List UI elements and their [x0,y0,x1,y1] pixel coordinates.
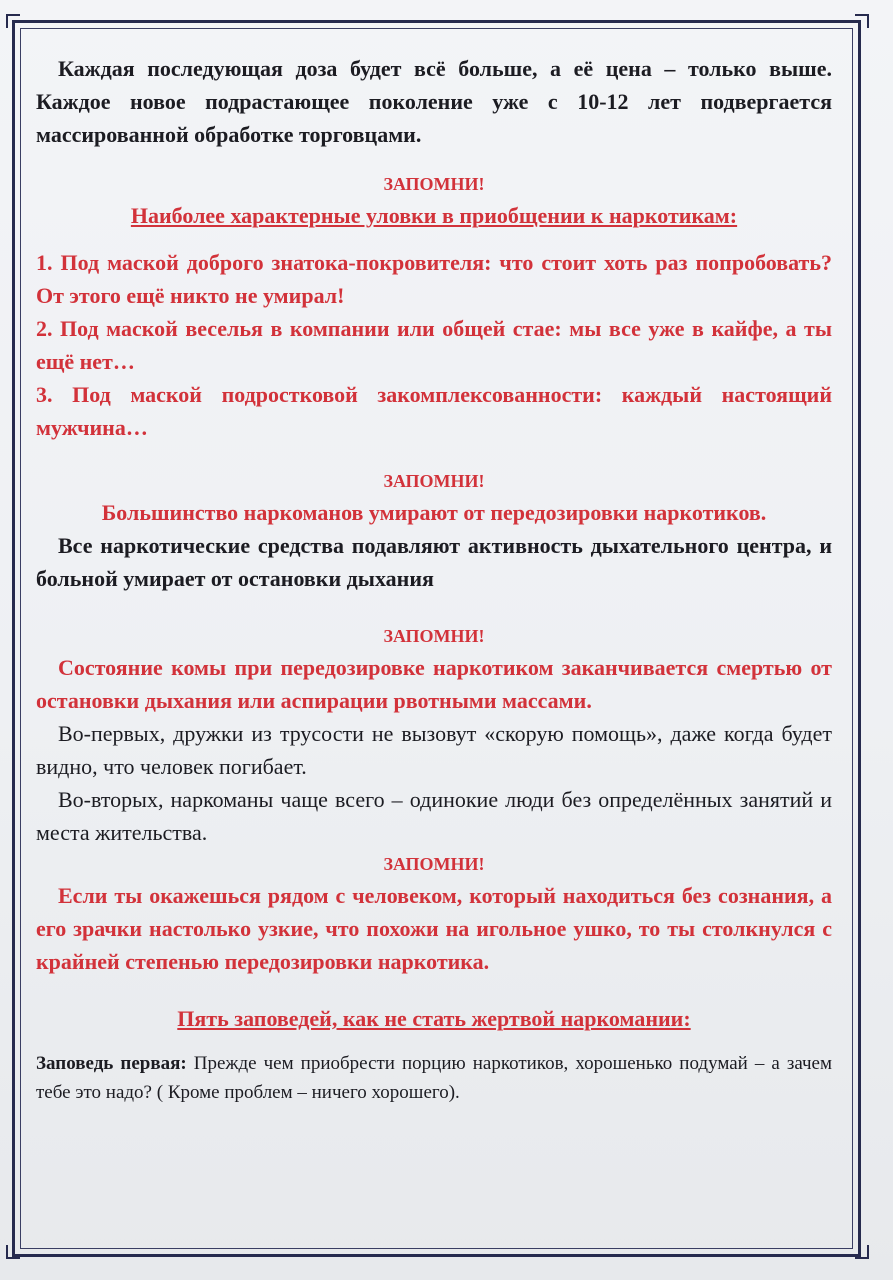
coma-text-second: Во-вторых, наркоманы чаще всего – одинокие люди без определённых занятий и места жительства. [36,787,832,845]
coma-heading: Состояние комы при передозировке наркотиком заканчивается смертью от остановки дыхания или аспирации рвотными массами. [36,655,832,713]
trick-item: 1. Под маской доброго знатока-покровителя: что стоит хоть раз попробовать? От этого ещё никто не умирал! [36,250,832,308]
frame-corner-ornament [855,14,869,28]
frame-corner-ornament [6,1245,20,1259]
document-body [36,52,832,1107]
coma-text-first: Во-первых, дружки из трусости не вызовут «скорую помощь», даже когда будет видно, что человек погибает. [36,721,832,779]
remember-heading: ЗАПОМНИ! [383,626,485,646]
intro-paragraph: Каждая последующая доза будет всё больше, а её цена – только выше. Каждое новое подрастающее поколение уже с 10-12 лет подвергается массированной обработке торговцами. [36,56,832,147]
commandments-heading: Пять заповедей, как не стать жертвой наркомании: [177,1006,691,1031]
remember-heading: ЗАПОМНИ! [383,854,485,874]
trick-item: 2. Под маской веселья в компании или общей стае: мы все уже в кайфе, а ты ещё нет… [36,316,832,374]
overdose-text: Все наркотические средства подавляют активность дыхательного центра, и больной умирает от остановки дыхания [36,533,832,591]
commandment-text: Прежде чем приобрести порцию наркотиков, хорошенько подумай – а зачем тебе это надо? ( Кроме проблем – ничего хорошего). [36,1053,833,1103]
commandment-label: Заповедь первая: [36,1053,187,1074]
pupils-warning: Если ты окажешься рядом с человеком, который находиться без сознания, а его зрачки настолько узкие, что похожи на игольное ушко, то ты столкнулся с крайней степенью передозировки наркотика. [36,883,832,974]
remember-heading: ЗАПОМНИ! [383,471,485,491]
frame-corner-ornament [6,14,20,28]
remember-heading: ЗАПОМНИ! [383,174,485,194]
trick-item: 3. Под маской подростковой закомплексованности: каждый настоящий мужчина… [36,382,832,440]
first-commandment [36,1049,832,1107]
tricks-heading: Наиболее характерные уловки в приобщении к наркотикам: [130,203,738,228]
overdose-heading: Большинство наркоманов умирают от передозировки наркотиков. [101,500,767,525]
frame-corner-ornament [855,1245,869,1259]
